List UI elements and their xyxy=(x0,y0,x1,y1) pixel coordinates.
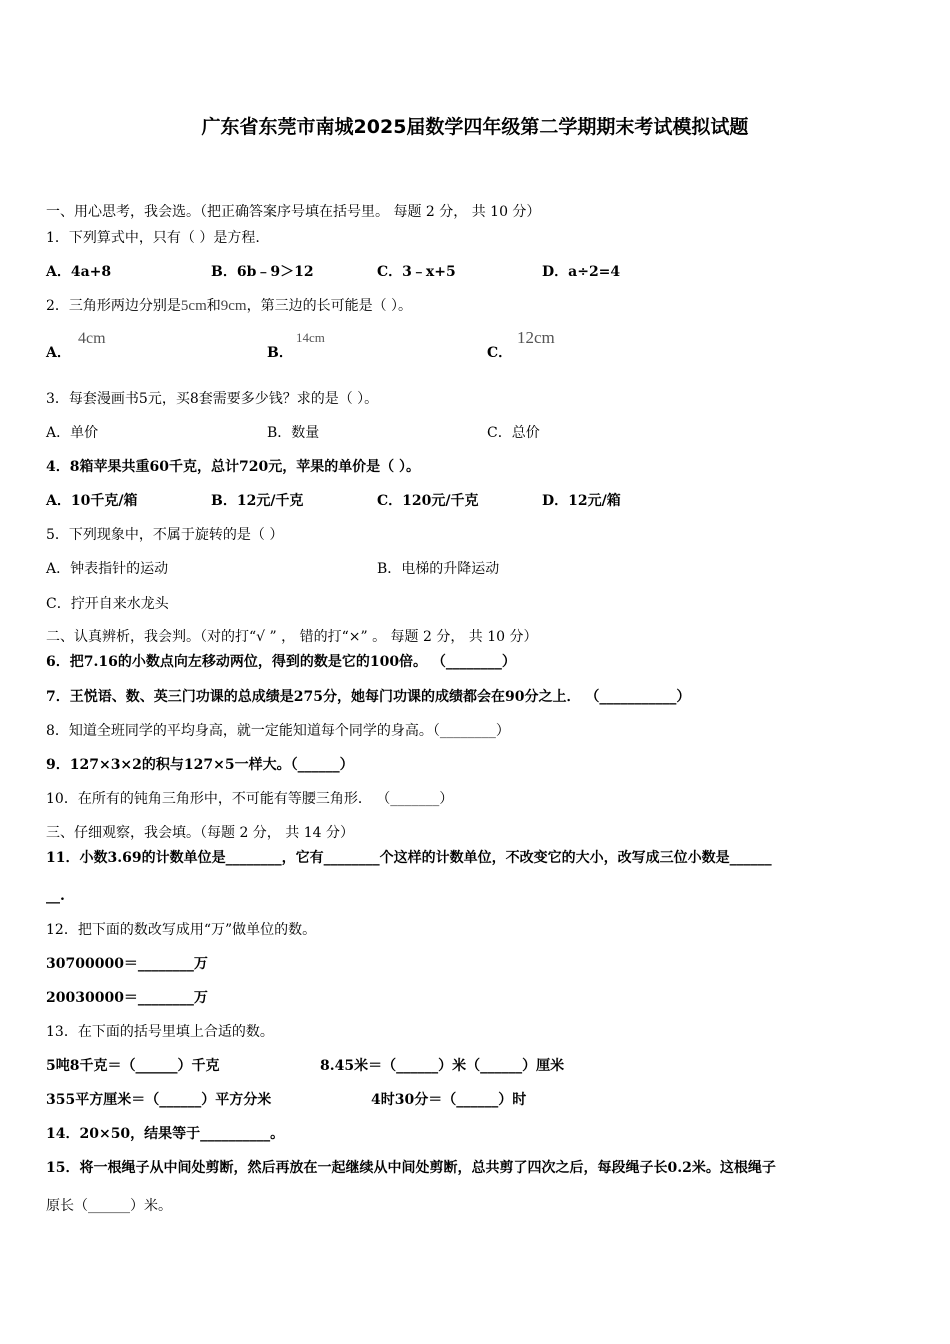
q1-option-d: D．a÷2=4 xyxy=(542,264,621,280)
question-5: 5．下列现象中，不属于旋转的是（ ） xyxy=(46,527,284,543)
q2-text-2: 和 xyxy=(206,298,221,314)
q2-option-a-label: A． xyxy=(46,345,71,361)
q2-option-c-value: 12cm xyxy=(517,328,555,347)
question-7: 7．王悦语、数、英三门功课的总成绩是275分，她每门功课的成绩都会在90分之上． （___________） xyxy=(46,689,691,705)
q12-item-b: 20030000＝________万 xyxy=(46,990,208,1006)
q1-option-a: A．4a+8 xyxy=(46,264,112,280)
q5-option-b: B．电梯的升降运动 xyxy=(377,561,500,577)
q2-value-2: 9cm xyxy=(220,298,247,314)
q1-option-b: B．6b﹣9＞12 xyxy=(211,264,314,280)
section-2-heading: 二、认真辨析，我会判。（对的打“√ ” ， 错的打“×” 。 每题 2 分， 共 10 分） xyxy=(46,629,538,645)
question-15: 15．将一根绳子从中间处剪断，然后再放在一起继续从中间处剪断，总共剪了四次之后，每段绳子长0.2米。这根绳子 xyxy=(46,1160,776,1176)
question-8: 8．知道全班同学的平均身高，就一定能知道每个同学的身高。（________） xyxy=(46,723,510,739)
q2-value-1: 5cm xyxy=(180,298,207,314)
q2-option-b-label: B． xyxy=(267,345,293,361)
question-4: 4．8箱苹果共重60千克，总计720元，苹果的单价是（ ）。 xyxy=(46,459,421,475)
q3-option-c: C．总价 xyxy=(487,425,540,441)
q2-option-b-value: 14cm xyxy=(296,330,325,345)
section-3-heading: 三、仔细观察，我会填。（每题 2 分， 共 14 分） xyxy=(46,825,354,841)
q1-option-c: C．3﹣x+5 xyxy=(377,264,456,280)
q3-option-b: B．数量 xyxy=(267,425,320,441)
question-2 xyxy=(46,296,412,316)
q2-option-a-value: 4cm xyxy=(78,330,106,347)
question-1: 1．下列算式中，只有（ ）是方程. xyxy=(46,230,260,246)
question-12: 12．把下面的数改写成用“万”做单位的数。 xyxy=(46,922,317,938)
exam-title: 广东省东莞市南城2025届数学四年级第二学期期末考试模拟试题 xyxy=(201,116,749,138)
q2-option-c-label: C． xyxy=(487,345,513,361)
question-6: 6．把7.16的小数点向左移动两位，得到的数是它的100倍。 （________） xyxy=(46,654,516,670)
q13-item-a: 5吨8千克＝（______）千克 xyxy=(46,1058,220,1074)
question-10: 10．在所有的钝角三角形中，不可能有等腰三角形． （_______） xyxy=(46,791,454,807)
q3-option-a: A．单价 xyxy=(46,425,99,441)
q5-option-c: C．拧开自来水龙头 xyxy=(46,596,169,612)
section-1-heading: 一、用心思考，我会选。（把正确答案序号填在括号里。 每题 2 分， 共 10 分） xyxy=(46,204,541,220)
question-3: 3．每套漫画书5元，买8套需要多少钱？求的是（ ）。 xyxy=(46,391,379,407)
q2-text-1: 2．三角形两边分别是 xyxy=(46,298,181,314)
q4-option-c: C．120元/千克 xyxy=(377,493,479,509)
q5-option-a: A．钟表指针的运动 xyxy=(46,561,169,577)
q4-option-b: B．12元/千克 xyxy=(211,493,304,509)
q4-option-a: A．10千克/箱 xyxy=(46,493,138,509)
question-9: 9．127×3×2的积与127×5一样大。（______） xyxy=(46,757,354,773)
q13-item-b: 8.45米＝（______）米（______）厘米 xyxy=(320,1058,565,1074)
q12-item-a: 30700000＝________万 xyxy=(46,956,208,972)
q4-option-d: D．12元/箱 xyxy=(542,493,621,509)
question-11-continued: __. xyxy=(46,888,65,904)
q13-item-c: 355平方厘米＝（______）平方分米 xyxy=(46,1092,272,1108)
question-11: 11．小数3.69的计数单位是________，它有________个这样的计数单位，不改变它的大小，改写成三位小数是______ xyxy=(46,850,772,866)
question-14: 14．20×50，结果等于__________。 xyxy=(46,1126,285,1142)
question-15-continued: 原长（______）米。 xyxy=(46,1198,172,1214)
question-13: 13．在下面的括号里填上合适的数。 xyxy=(46,1024,274,1040)
q13-item-d: 4时30分＝（______）时 xyxy=(371,1092,527,1108)
q2-text-3: ，第三边的长可能是（ ）。 xyxy=(246,298,413,314)
